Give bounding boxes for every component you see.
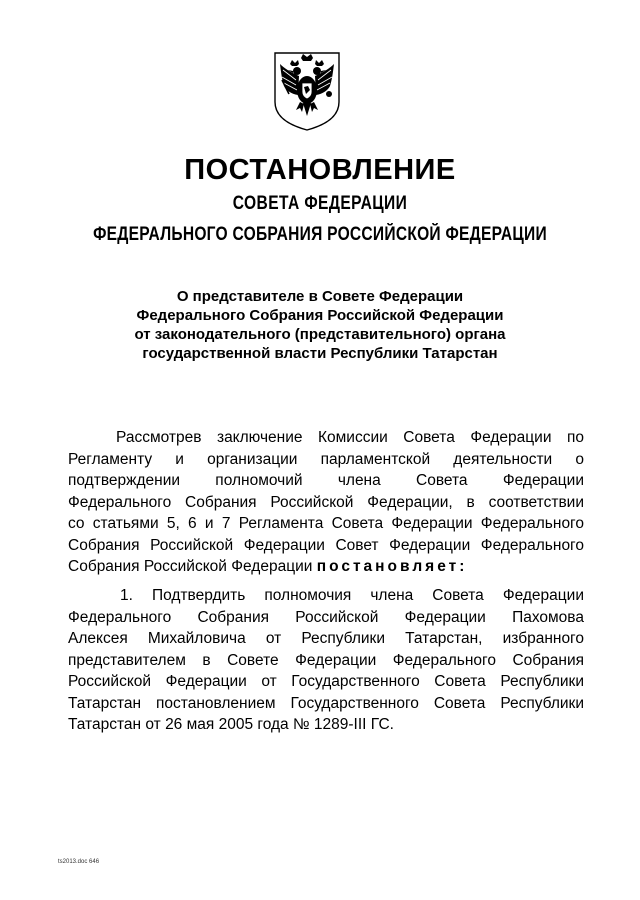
preamble-line: Рассмотрев заключение Комиссии Совета Федерации по xyxy=(116,429,584,446)
decree-word: постановляет xyxy=(316,558,460,575)
preamble-line: подтверждении полномочий члена Совета Федерации xyxy=(68,472,584,489)
item-line: Алексея Михайловича от Республики Татарстан, избранного xyxy=(68,630,584,647)
subject-line: Федерального Собрания Российской Федерации xyxy=(136,307,504,324)
preamble-line: Регламенту и организации парламентской деятельности о xyxy=(68,450,584,468)
item-line: Татарстан постановлением Государственного Совета Республики xyxy=(68,694,584,712)
subject-line: О представителе в Совете Федерации xyxy=(176,288,464,305)
preamble-line: со статьями 5, 6 и 7 Регламента Совета Федерации Федерального xyxy=(68,515,584,532)
subject-line: государственной власти Республики Татарстан xyxy=(142,345,498,362)
file-reference: ts2013.doc 646 xyxy=(58,859,100,865)
issuer-line-1: СОВЕТА ФЕДЕРАЦИИ xyxy=(232,193,408,214)
issuer-line-2: ФЕДЕРАЛЬНОГО СОБРАНИЯ РОССИЙСКОЙ ФЕДЕРАЦИИ xyxy=(93,224,547,245)
item-1-paragraph xyxy=(68,585,584,736)
subject-line: от законодательного (представительного) органа xyxy=(134,326,506,343)
preamble-line: Собрания Российской Федерации Совет Федерации Федерального xyxy=(68,536,584,554)
item-line: Татарстан от 26 мая 2005 года № 1289-III ГС. xyxy=(68,716,394,733)
preamble-last-line xyxy=(68,556,584,578)
item-line: представителем в Совете Федерации Федерального Собрания xyxy=(68,651,584,669)
preamble-line: Собрания Российской Федерации xyxy=(68,558,313,575)
document-type-title: ПОСТАНОВЛЕНИЕ xyxy=(184,154,456,186)
russian-coat-of-arms-icon xyxy=(272,50,342,132)
document-subject xyxy=(60,287,580,363)
preamble-line: Федерального Собрания Российской Федерации, в соответствии xyxy=(68,493,584,511)
decree-colon: : xyxy=(459,558,468,575)
item-line: Федерального Собрания Российской Федерации Пахомова xyxy=(68,608,584,626)
item-line: Российской Федерации от Государственного Совета Республики xyxy=(68,673,584,690)
preamble-paragraph xyxy=(68,427,584,578)
item-line: 1. Подтвердить полномочия члена Совета Федерации xyxy=(120,587,584,604)
